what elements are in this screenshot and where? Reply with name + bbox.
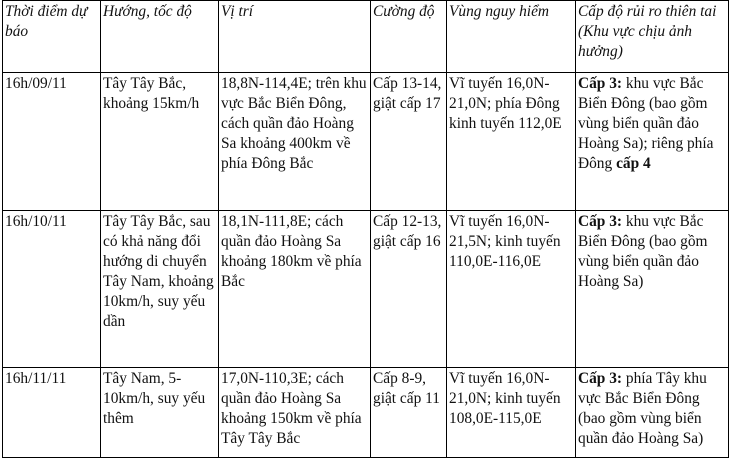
cell-intensity: Cấp 13-14, giật cấp 17 — [371, 73, 447, 211]
header-position: Vị trí — [219, 1, 371, 73]
risk-area-text: khu vực Bắc Biển Đông (bao gồm vùng biển quần đảo Hoàng Sa) — [578, 213, 708, 290]
risk-level-label: Cấp 3: — [578, 213, 623, 230]
cell-danger-zone: Vĩ tuyến 16,0N-21,5N; kinh tuyến 110,0E-116,0E — [447, 211, 576, 368]
header-row — [3, 1, 729, 73]
cell-time: 16h/10/11 — [3, 211, 101, 368]
risk-level-label: Cấp 3: — [578, 370, 623, 387]
cell-intensity: Cấp 12-13, giật cấp 16 — [371, 211, 447, 368]
cell-direction: Tây Nam, 5-10km/h, suy yếu thêm — [101, 368, 219, 458]
cell-intensity: Cấp 8-9, giật cấp 11 — [371, 368, 447, 458]
cell-time: 16h/09/11 — [3, 73, 101, 211]
risk-level-label-secondary: cấp 4 — [616, 155, 651, 172]
cell-position: 17,0N-110,3E; cách quần đảo Hoàng Sa khoảng 150km về phía Tây Tây Bắc — [219, 368, 371, 458]
header-danger-zone: Vùng nguy hiểm — [447, 1, 576, 73]
table-row — [3, 73, 729, 211]
header-direction: Hướng, tốc độ — [101, 1, 219, 73]
header-time: Thời điểm dự báo — [3, 1, 101, 73]
cell-risk-level — [576, 368, 729, 458]
risk-area-text: phía Tây khu vực Bắc Biển Đông (bao gồm vùng biển quần đảo Hoàng Sa) — [578, 370, 707, 447]
cell-danger-zone: Vĩ tuyến 16,0N-21,0N; phía Đông kinh tuyến 112,0E — [447, 73, 576, 211]
risk-level-label: Cấp 3: — [578, 75, 623, 92]
table-row — [3, 211, 729, 368]
cell-direction: Tây Tây Bắc, khoảng 15km/h — [101, 73, 219, 211]
header-intensity: Cường độ — [371, 1, 447, 73]
cell-time: 16h/11/11 — [3, 368, 101, 458]
cell-position: 18,1N-111,8E; cách quần đảo Hoàng Sa khoảng 180km về phía Bắc — [219, 211, 371, 368]
cell-direction: Tây Tây Bắc, sau có khả năng đổi hướng di chuyển Tây Nam, khoảng 10km/h, suy yếu dần — [101, 211, 219, 368]
cell-danger-zone: Vĩ tuyến 16,0N-21,0N; kinh tuyến 108,0E-115,0E — [447, 368, 576, 458]
forecast-table — [2, 0, 729, 458]
cell-position: 18,8N-114,4E; trên khu vực Bắc Biển Đông, cách quần đảo Hoàng Sa khoảng 400km về phía Đông Bắc — [219, 73, 371, 211]
cell-risk-level — [576, 73, 729, 211]
risk-area-text: khu vực Bắc Biển Đông (bao gồm vùng biển quần đảo Hoàng Sa); riêng phía Đông — [578, 75, 714, 172]
header-risk-level: Cấp độ rủi ro thiên tai (Khu vực chịu ảnh hưởng) — [576, 1, 729, 73]
table-row — [3, 368, 729, 458]
cell-risk-level — [576, 211, 729, 368]
